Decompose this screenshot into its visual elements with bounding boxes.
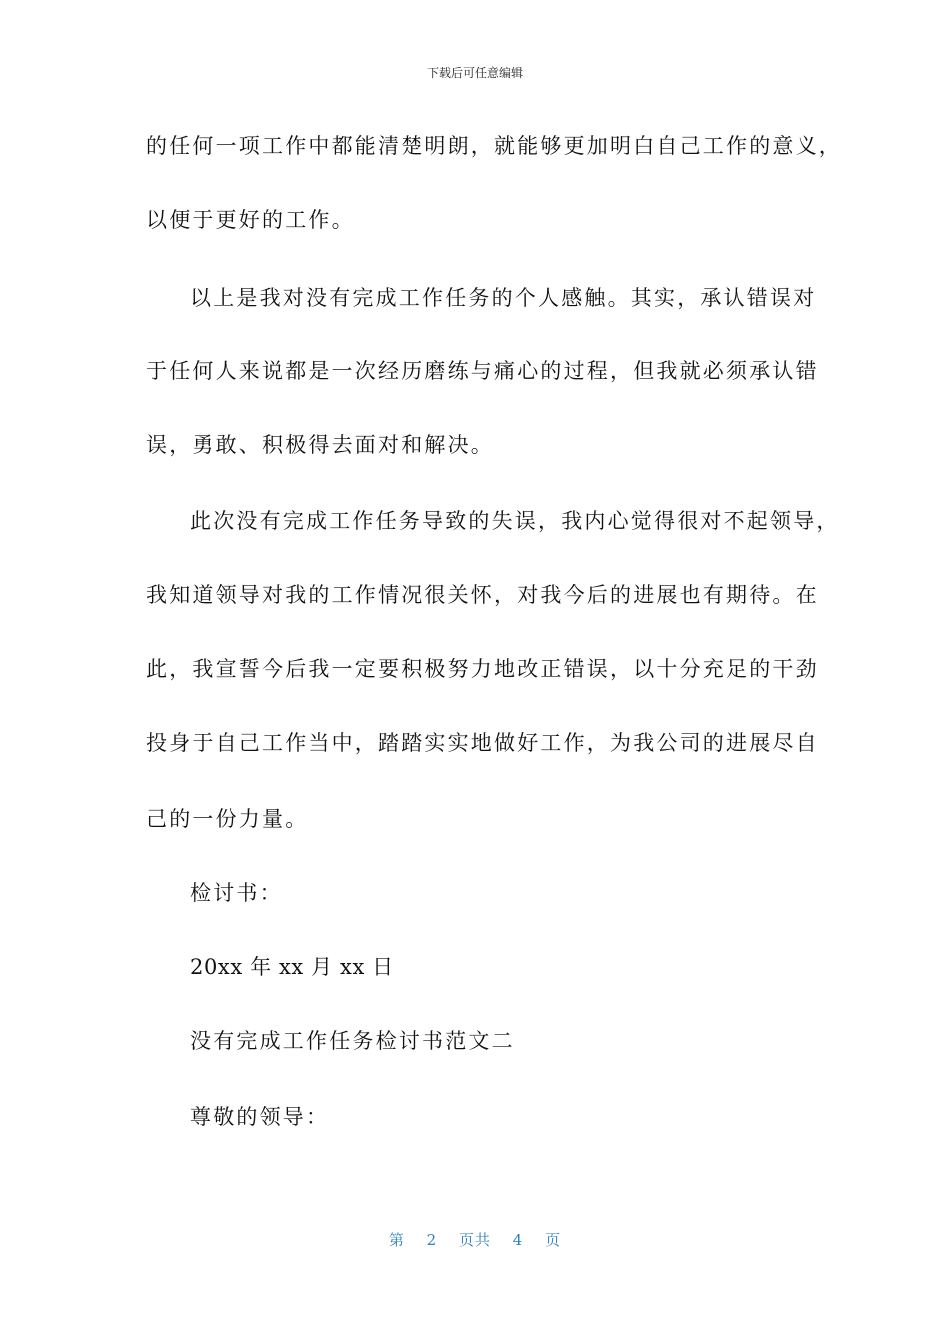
body-line-9: 投身于自己工作当中，踏踏实实地做好工作，为我公司的进展尽自	[146, 731, 819, 755]
body-line-6: 此次没有完成工作任务导致的失误，我内心觉得很对不起领导，	[190, 509, 840, 533]
body-line-4: 于任何人来说都是一次经历磨练与痛心的过程，但我就必须承认错	[146, 359, 819, 383]
body-line-5: 误，勇敢、积极得去面对和解决。	[146, 433, 494, 457]
footer-prefix: 第	[388, 1231, 405, 1249]
footer-mid: 页共	[458, 1231, 491, 1249]
page-footer	[0, 1229, 950, 1250]
body-line-10: 己的一份力量。	[146, 807, 309, 831]
body-line-1: 的任何一项工作中都能清楚明朗，就能够更加明白自己工作的意义，	[146, 134, 842, 158]
signature-label: 检讨书：	[190, 881, 283, 905]
body-line-8: 此，我宣誓今后我一定要积极努力地改正错误，以十分充足的干劲	[146, 657, 819, 681]
body-line-3: 以上是我对没有完成工作任务的个人感触。其实，承认错误对	[190, 286, 817, 310]
date-line: 20xx 年 xx 月 xx 日	[190, 955, 394, 979]
salutation: 尊敬的领导：	[190, 1105, 330, 1129]
page-header: 下载后可任意编辑	[426, 66, 523, 80]
total-pages: 4	[512, 1231, 524, 1249]
body-line-2: 以便于更好的工作。	[146, 208, 355, 232]
footer-suffix: 页	[545, 1231, 562, 1249]
current-page-number: 2	[426, 1231, 438, 1249]
body-line-7: 我知道领导对我的工作情况很关怀，对我今后的进展也有期待。在	[146, 583, 819, 607]
section-title: 没有完成工作任务检讨书范文二	[190, 1029, 515, 1053]
